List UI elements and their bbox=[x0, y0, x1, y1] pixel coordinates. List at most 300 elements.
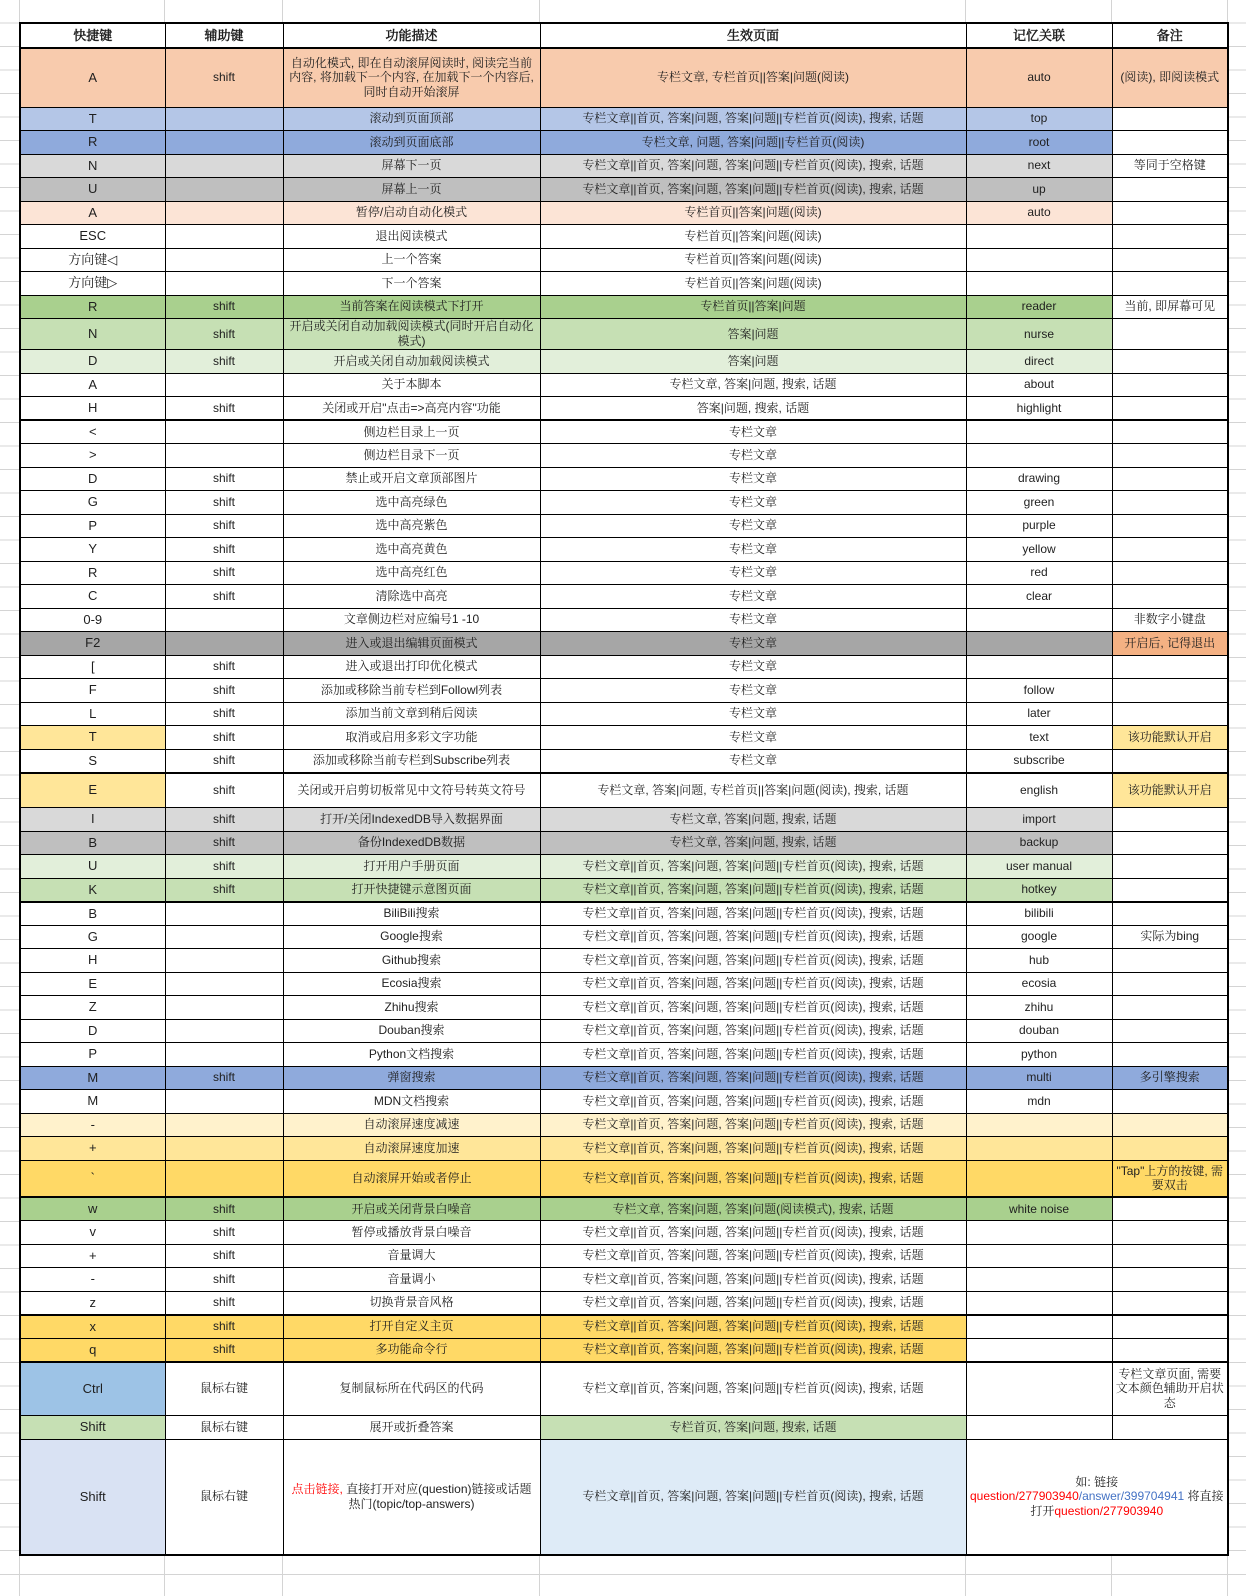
description-cell[interactable]: 开启或关闭自动加载阅读模式 bbox=[283, 350, 540, 374]
modifier-cell[interactable] bbox=[165, 420, 283, 444]
description-cell[interactable]: 文章侧边栏对应编号1 -10 bbox=[283, 608, 540, 632]
memory-cell[interactable]: zhihu bbox=[966, 996, 1112, 1020]
description-cell[interactable]: 打开快捷键示意图页面 bbox=[283, 878, 540, 902]
description-cell[interactable]: Google搜索 bbox=[283, 925, 540, 949]
key-cell[interactable]: L bbox=[20, 702, 165, 726]
key-cell[interactable]: Y bbox=[20, 538, 165, 562]
key-cell[interactable]: > bbox=[20, 444, 165, 468]
pages-cell[interactable]: 专栏首页||答案|问题(阅读) bbox=[540, 272, 966, 296]
modifier-cell[interactable]: shift bbox=[165, 749, 283, 773]
pages-cell[interactable]: 专栏文章 bbox=[540, 726, 966, 750]
memory-cell[interactable] bbox=[966, 1416, 1112, 1440]
modifier-cell[interactable] bbox=[165, 996, 283, 1020]
note-cell[interactable]: 非数字小键盘 bbox=[1112, 608, 1228, 632]
note-cell[interactable] bbox=[1112, 1113, 1228, 1137]
note-cell[interactable]: 当前, 即屏幕可见 bbox=[1112, 295, 1228, 319]
description-cell[interactable]: Github搜索 bbox=[283, 949, 540, 973]
note-cell[interactable] bbox=[1112, 272, 1228, 296]
description-cell[interactable]: 滚动到页面底部 bbox=[283, 131, 540, 155]
pages-cell[interactable]: 专栏文章, 问题, 答案|问题||专栏首页(阅读) bbox=[540, 131, 966, 155]
key-cell[interactable]: F2 bbox=[20, 632, 165, 656]
memory-cell[interactable]: google bbox=[966, 925, 1112, 949]
modifier-cell[interactable]: shift bbox=[165, 1197, 283, 1221]
note-cell[interactable] bbox=[1112, 655, 1228, 679]
pages-cell[interactable]: 专栏首页||答案|问题 bbox=[540, 295, 966, 319]
key-cell[interactable]: T bbox=[20, 107, 165, 131]
key-cell[interactable]: T bbox=[20, 726, 165, 750]
description-cell[interactable]: Zhihu搜索 bbox=[283, 996, 540, 1020]
pages-cell[interactable]: 专栏文章||首页, 答案|问题, 答案|问题||专栏首页(阅读), 搜索, 话题 bbox=[540, 1244, 966, 1268]
memory-cell[interactable]: up bbox=[966, 178, 1112, 202]
pages-cell[interactable]: 专栏文章||首页, 答案|问题, 答案|问题||专栏首页(阅读), 搜索, 话题 bbox=[540, 1043, 966, 1067]
modifier-cell[interactable] bbox=[165, 1160, 283, 1197]
pages-cell[interactable]: 专栏文章||首页, 答案|问题, 答案|问题||专栏首页(阅读), 搜索, 话题 bbox=[540, 878, 966, 902]
modifier-cell[interactable] bbox=[165, 444, 283, 468]
key-cell[interactable]: H bbox=[20, 949, 165, 973]
description-cell[interactable]: 展开或折叠答案 bbox=[283, 1416, 540, 1440]
pages-cell[interactable]: 专栏文章 bbox=[540, 585, 966, 609]
pages-cell[interactable]: 专栏文章||首页, 答案|问题, 答案|问题||专栏首页(阅读), 搜索, 话题 bbox=[540, 902, 966, 926]
memory-cell[interactable]: multi bbox=[966, 1066, 1112, 1090]
note-cell[interactable] bbox=[1112, 467, 1228, 491]
memory-cell[interactable]: backup bbox=[966, 831, 1112, 855]
memory-cell[interactable]: nurse bbox=[966, 319, 1112, 350]
description-cell[interactable]: 打开自定义主页 bbox=[283, 1315, 540, 1339]
modifier-cell[interactable]: shift bbox=[165, 878, 283, 902]
description-cell[interactable]: 音量调大 bbox=[283, 1244, 540, 1268]
note-cell[interactable] bbox=[1112, 1315, 1228, 1339]
description-cell[interactable]: 音量调小 bbox=[283, 1268, 540, 1292]
pages-cell[interactable]: 专栏文章 bbox=[540, 749, 966, 773]
description-cell[interactable]: 选中高亮黄色 bbox=[283, 538, 540, 562]
description-cell[interactable]: 多功能命令行 bbox=[283, 1338, 540, 1362]
pages-cell[interactable]: 专栏文章||首页, 答案|问题, 答案|问题||专栏首页(阅读), 搜索, 话题 bbox=[540, 1439, 966, 1555]
pages-cell[interactable]: 专栏文章||首页, 答案|问题, 答案|问题||专栏首页(阅读), 搜索, 话题 bbox=[540, 1090, 966, 1114]
memory-cell[interactable] bbox=[966, 608, 1112, 632]
key-cell[interactable]: B bbox=[20, 831, 165, 855]
note-cell[interactable] bbox=[1112, 350, 1228, 374]
pages-cell[interactable]: 专栏文章||首页, 答案|问题, 答案|问题||专栏首页(阅读), 搜索, 话题 bbox=[540, 1315, 966, 1339]
memory-cell[interactable] bbox=[966, 1362, 1112, 1416]
pages-cell[interactable]: 专栏文章, 答案|问题, 答案|问题(阅读模式), 搜索, 话题 bbox=[540, 1197, 966, 1221]
key-cell[interactable]: E bbox=[20, 972, 165, 996]
memory-cell[interactable]: clear bbox=[966, 585, 1112, 609]
description-cell[interactable]: Douban搜索 bbox=[283, 1019, 540, 1043]
modifier-cell[interactable]: shift bbox=[165, 1315, 283, 1339]
key-cell[interactable]: z bbox=[20, 1291, 165, 1315]
modifier-cell[interactable] bbox=[165, 925, 283, 949]
pages-cell[interactable]: 专栏文章||首页, 答案|问题, 答案|问题||专栏首页(阅读), 搜索, 话题 bbox=[540, 154, 966, 178]
note-cell[interactable] bbox=[1112, 702, 1228, 726]
pages-cell[interactable]: 答案|问题 bbox=[540, 350, 966, 374]
description-cell[interactable]: 退出阅读模式 bbox=[283, 225, 540, 249]
key-cell[interactable]: D bbox=[20, 467, 165, 491]
key-cell[interactable]: < bbox=[20, 420, 165, 444]
description-cell[interactable]: 暂停或播放背景白噪音 bbox=[283, 1221, 540, 1245]
description-cell[interactable]: 添加当前文章到稍后阅读 bbox=[283, 702, 540, 726]
memory-cell[interactable]: bilibili bbox=[966, 902, 1112, 926]
modifier-cell[interactable]: shift bbox=[165, 295, 283, 319]
memory-cell[interactable]: top bbox=[966, 107, 1112, 131]
key-cell[interactable]: M bbox=[20, 1090, 165, 1114]
memory-cell[interactable]: yellow bbox=[966, 538, 1112, 562]
pages-cell[interactable]: 专栏文章, 答案|问题, 专栏首页||答案|问题(阅读), 搜索, 话题 bbox=[540, 773, 966, 808]
memory-cell[interactable]: purple bbox=[966, 514, 1112, 538]
description-cell[interactable]: Ecosia搜索 bbox=[283, 972, 540, 996]
pages-cell[interactable]: 专栏文章||首页, 答案|问题, 答案|问题||专栏首页(阅读), 搜索, 话题 bbox=[540, 107, 966, 131]
key-cell[interactable]: q bbox=[20, 1338, 165, 1362]
memory-cell[interactable]: python bbox=[966, 1043, 1112, 1067]
description-cell[interactable]: 进入或退出打印优化模式 bbox=[283, 655, 540, 679]
description-cell[interactable]: 添加或移除当前专栏到Subscribe列表 bbox=[283, 749, 540, 773]
description-cell[interactable]: 滚动到页面顶部 bbox=[283, 107, 540, 131]
note-cell[interactable] bbox=[1112, 444, 1228, 468]
pages-cell[interactable]: 专栏文章, 答案|问题, 搜索, 话题 bbox=[540, 373, 966, 397]
note-cell[interactable]: 实际为bing bbox=[1112, 925, 1228, 949]
pages-cell[interactable]: 专栏文章||首页, 答案|问题, 答案|问题||专栏首页(阅读), 搜索, 话题 bbox=[540, 1291, 966, 1315]
modifier-cell[interactable] bbox=[165, 1090, 283, 1114]
memory-cell[interactable]: reader bbox=[966, 295, 1112, 319]
memory-cell[interactable]: next bbox=[966, 154, 1112, 178]
key-cell[interactable]: Ctrl bbox=[20, 1362, 165, 1416]
memory-cell[interactable]: douban bbox=[966, 1019, 1112, 1043]
memory-cell[interactable]: hotkey bbox=[966, 878, 1112, 902]
description-cell[interactable]: 侧边栏目录上一页 bbox=[283, 420, 540, 444]
memory-cell[interactable] bbox=[966, 420, 1112, 444]
note-cell[interactable] bbox=[1112, 855, 1228, 879]
modifier-cell[interactable] bbox=[165, 608, 283, 632]
pages-cell[interactable]: 专栏文章||首页, 答案|问题, 答案|问题||专栏首页(阅读), 搜索, 话题 bbox=[540, 949, 966, 973]
note-cell[interactable] bbox=[1112, 1090, 1228, 1114]
memory-cell[interactable] bbox=[966, 1291, 1112, 1315]
key-cell[interactable]: ` bbox=[20, 1160, 165, 1197]
pages-cell[interactable]: 专栏文章 bbox=[540, 655, 966, 679]
key-cell[interactable]: 方向键◁ bbox=[20, 248, 165, 272]
key-cell[interactable]: 0-9 bbox=[20, 608, 165, 632]
description-cell[interactable]: 开启或关闭自动加载阅读模式(同时开启自动化模式) bbox=[283, 319, 540, 350]
memory-cell[interactable]: english bbox=[966, 773, 1112, 808]
modifier-cell[interactable]: shift bbox=[165, 1338, 283, 1362]
modifier-cell[interactable] bbox=[165, 131, 283, 155]
modifier-cell[interactable] bbox=[165, 201, 283, 225]
pages-cell[interactable]: 专栏文章 bbox=[540, 632, 966, 656]
memory-cell[interactable]: hub bbox=[966, 949, 1112, 973]
modifier-cell[interactable]: 鼠标右键 bbox=[165, 1416, 283, 1440]
note-cell[interactable]: 该功能默认开启 bbox=[1112, 773, 1228, 808]
note-cell[interactable] bbox=[1112, 201, 1228, 225]
memory-cell[interactable] bbox=[966, 1268, 1112, 1292]
modifier-cell[interactable]: shift bbox=[165, 1066, 283, 1090]
modifier-cell[interactable]: shift bbox=[165, 514, 283, 538]
memory-cell[interactable] bbox=[966, 1315, 1112, 1339]
modifier-cell[interactable]: 鼠标右键 bbox=[165, 1362, 283, 1416]
description-cell[interactable] bbox=[283, 1439, 540, 1555]
pages-cell[interactable]: 专栏文章 bbox=[540, 467, 966, 491]
modifier-cell[interactable] bbox=[165, 225, 283, 249]
pages-cell[interactable]: 专栏文章||首页, 答案|问题, 答案|问题||专栏首页(阅读), 搜索, 话题 bbox=[540, 1160, 966, 1197]
description-cell[interactable]: 侧边栏目录下一页 bbox=[283, 444, 540, 468]
description-cell[interactable]: 开启或关闭背景白噪音 bbox=[283, 1197, 540, 1221]
modifier-cell[interactable] bbox=[165, 1043, 283, 1067]
description-cell[interactable]: 屏幕下一页 bbox=[283, 154, 540, 178]
note-cell[interactable] bbox=[1112, 491, 1228, 515]
key-cell[interactable]: A bbox=[20, 373, 165, 397]
memory-cell[interactable]: root bbox=[966, 131, 1112, 155]
modifier-cell[interactable] bbox=[165, 272, 283, 296]
pages-cell[interactable]: 专栏首页, 答案|问题, 搜索, 话题 bbox=[540, 1416, 966, 1440]
note-cell[interactable] bbox=[1112, 996, 1228, 1020]
memory-cell[interactable]: import bbox=[966, 808, 1112, 832]
modifier-cell[interactable] bbox=[165, 154, 283, 178]
modifier-cell[interactable]: 鼠标右键 bbox=[165, 1439, 283, 1555]
description-cell[interactable]: 打开用户手册页面 bbox=[283, 855, 540, 879]
modifier-cell[interactable] bbox=[165, 178, 283, 202]
modifier-cell[interactable]: shift bbox=[165, 655, 283, 679]
note-cell[interactable] bbox=[1112, 225, 1228, 249]
key-cell[interactable]: E bbox=[20, 773, 165, 808]
note-cell[interactable] bbox=[1112, 1291, 1228, 1315]
key-cell[interactable]: N bbox=[20, 319, 165, 350]
key-cell[interactable]: + bbox=[20, 1137, 165, 1161]
description-cell[interactable]: 添加或移除当前专栏到Followl列表 bbox=[283, 679, 540, 703]
pages-cell[interactable]: 专栏文章 bbox=[540, 491, 966, 515]
memory-cell[interactable] bbox=[966, 248, 1112, 272]
modifier-cell[interactable]: shift bbox=[165, 702, 283, 726]
key-cell[interactable]: B bbox=[20, 902, 165, 926]
note-cell[interactable] bbox=[1112, 538, 1228, 562]
description-cell[interactable]: Python文档搜索 bbox=[283, 1043, 540, 1067]
modifier-cell[interactable] bbox=[165, 632, 283, 656]
note-cell[interactable] bbox=[1112, 514, 1228, 538]
note-cell[interactable] bbox=[1112, 1416, 1228, 1440]
description-cell[interactable]: 屏幕上一页 bbox=[283, 178, 540, 202]
note-cell[interactable]: 等同于空格键 bbox=[1112, 154, 1228, 178]
memory-note-cell[interactable] bbox=[966, 1439, 1228, 1555]
description-cell[interactable]: 自动化模式, 即在自动滚屏阅读时, 阅读完当前内容, 将加载下一个内容, 在加载下一个内容后, 同时自动开始滚屏 bbox=[283, 48, 540, 107]
description-cell[interactable]: 选中高亮红色 bbox=[283, 561, 540, 585]
memory-cell[interactable]: mdn bbox=[966, 1090, 1112, 1114]
memory-cell[interactable] bbox=[966, 655, 1112, 679]
modifier-cell[interactable]: shift bbox=[165, 855, 283, 879]
note-cell[interactable] bbox=[1112, 1244, 1228, 1268]
key-cell[interactable]: v bbox=[20, 1221, 165, 1245]
key-cell[interactable]: - bbox=[20, 1113, 165, 1137]
key-cell[interactable]: x bbox=[20, 1315, 165, 1339]
note-cell[interactable] bbox=[1112, 1197, 1228, 1221]
pages-cell[interactable]: 专栏文章||首页, 答案|问题, 答案|问题||专栏首页(阅读), 搜索, 话题 bbox=[540, 1019, 966, 1043]
modifier-cell[interactable]: shift bbox=[165, 491, 283, 515]
key-cell[interactable]: H bbox=[20, 397, 165, 421]
pages-cell[interactable]: 专栏文章||首页, 答案|问题, 答案|问题||专栏首页(阅读), 搜索, 话题 bbox=[540, 1268, 966, 1292]
pages-cell[interactable]: 专栏首页||答案|问题(阅读) bbox=[540, 201, 966, 225]
key-cell[interactable]: R bbox=[20, 561, 165, 585]
pages-cell[interactable]: 答案|问题 bbox=[540, 319, 966, 350]
memory-cell[interactable] bbox=[966, 1338, 1112, 1362]
memory-cell[interactable]: white noise bbox=[966, 1197, 1112, 1221]
modifier-cell[interactable]: shift bbox=[165, 467, 283, 491]
note-cell[interactable] bbox=[1112, 561, 1228, 585]
note-cell[interactable] bbox=[1112, 679, 1228, 703]
pages-cell[interactable]: 专栏首页||答案|问题(阅读) bbox=[540, 225, 966, 249]
description-cell[interactable]: 上一个答案 bbox=[283, 248, 540, 272]
note-cell[interactable]: 该功能默认开启 bbox=[1112, 726, 1228, 750]
key-cell[interactable]: R bbox=[20, 295, 165, 319]
pages-cell[interactable]: 专栏文章||首页, 答案|问题, 答案|问题||专栏首页(阅读), 搜索, 话题 bbox=[540, 178, 966, 202]
note-cell[interactable] bbox=[1112, 1268, 1228, 1292]
pages-cell[interactable]: 专栏文章 bbox=[540, 702, 966, 726]
note-cell[interactable] bbox=[1112, 585, 1228, 609]
key-cell[interactable]: ESC bbox=[20, 225, 165, 249]
memory-cell[interactable]: user manual bbox=[966, 855, 1112, 879]
description-cell[interactable]: MDN文档搜索 bbox=[283, 1090, 540, 1114]
key-cell[interactable]: Shift bbox=[20, 1416, 165, 1440]
memory-cell[interactable]: later bbox=[966, 702, 1112, 726]
key-cell[interactable]: K bbox=[20, 878, 165, 902]
description-cell[interactable]: 关闭或开启剪切板常见中文符号转英文符号 bbox=[283, 773, 540, 808]
description-cell[interactable]: 弹窗搜索 bbox=[283, 1066, 540, 1090]
modifier-cell[interactable]: shift bbox=[165, 679, 283, 703]
memory-cell[interactable]: about bbox=[966, 373, 1112, 397]
modifier-cell[interactable]: shift bbox=[165, 831, 283, 855]
note-cell[interactable]: (阅读), 即阅读模式 bbox=[1112, 48, 1228, 107]
key-cell[interactable]: G bbox=[20, 491, 165, 515]
modifier-cell[interactable]: shift bbox=[165, 808, 283, 832]
pages-cell[interactable]: 专栏文章||首页, 答案|问题, 答案|问题||专栏首页(阅读), 搜索, 话题 bbox=[540, 996, 966, 1020]
description-cell[interactable]: 打开/关闭IndexedDB导入数据界面 bbox=[283, 808, 540, 832]
pages-cell[interactable]: 专栏文章||首页, 答案|问题, 答案|问题||专栏首页(阅读), 搜索, 话题 bbox=[540, 1221, 966, 1245]
key-cell[interactable]: Shift bbox=[20, 1439, 165, 1555]
pages-cell[interactable]: 专栏文章||首页, 答案|问题, 答案|问题||专栏首页(阅读), 搜索, 话题 bbox=[540, 972, 966, 996]
key-cell[interactable]: I bbox=[20, 808, 165, 832]
description-cell[interactable]: BiliBili搜索 bbox=[283, 902, 540, 926]
note-cell[interactable]: 开启后, 记得退出 bbox=[1112, 632, 1228, 656]
note-cell[interactable]: 专栏文章页面, 需要文本颜色辅助开启状态 bbox=[1112, 1362, 1228, 1416]
memory-cell[interactable] bbox=[966, 1160, 1112, 1197]
modifier-cell[interactable]: shift bbox=[165, 319, 283, 350]
description-cell[interactable]: 清除选中高亮 bbox=[283, 585, 540, 609]
key-cell[interactable]: + bbox=[20, 1244, 165, 1268]
description-cell[interactable]: 选中高亮绿色 bbox=[283, 491, 540, 515]
key-cell[interactable]: D bbox=[20, 350, 165, 374]
note-cell[interactable] bbox=[1112, 420, 1228, 444]
modifier-cell[interactable]: shift bbox=[165, 397, 283, 421]
modifier-cell[interactable]: shift bbox=[165, 1221, 283, 1245]
modifier-cell[interactable] bbox=[165, 1113, 283, 1137]
pages-cell[interactable]: 专栏文章||首页, 答案|问题, 答案|问题||专栏首页(阅读), 搜索, 话题 bbox=[540, 1362, 966, 1416]
memory-cell[interactable]: drawing bbox=[966, 467, 1112, 491]
description-cell[interactable]: 禁止或开启文章顶部图片 bbox=[283, 467, 540, 491]
description-cell[interactable]: 自动滚屏速度加速 bbox=[283, 1137, 540, 1161]
memory-cell[interactable]: follow bbox=[966, 679, 1112, 703]
note-cell[interactable] bbox=[1112, 397, 1228, 421]
memory-cell[interactable] bbox=[966, 1113, 1112, 1137]
modifier-cell[interactable] bbox=[165, 1137, 283, 1161]
modifier-cell[interactable]: shift bbox=[165, 585, 283, 609]
pages-cell[interactable]: 专栏文章||首页, 答案|问题, 答案|问题||专栏首页(阅读), 搜索, 话题 bbox=[540, 925, 966, 949]
key-cell[interactable]: w bbox=[20, 1197, 165, 1221]
modifier-cell[interactable]: shift bbox=[165, 350, 283, 374]
memory-cell[interactable]: green bbox=[966, 491, 1112, 515]
key-cell[interactable]: Z bbox=[20, 996, 165, 1020]
note-cell[interactable] bbox=[1112, 808, 1228, 832]
memory-cell[interactable] bbox=[966, 225, 1112, 249]
note-cell[interactable] bbox=[1112, 373, 1228, 397]
memory-cell[interactable]: subscribe bbox=[966, 749, 1112, 773]
modifier-cell[interactable]: shift bbox=[165, 726, 283, 750]
note-cell[interactable] bbox=[1112, 248, 1228, 272]
modifier-cell[interactable]: shift bbox=[165, 48, 283, 107]
key-cell[interactable]: G bbox=[20, 925, 165, 949]
key-cell[interactable]: A bbox=[20, 48, 165, 107]
key-cell[interactable]: [ bbox=[20, 655, 165, 679]
modifier-cell[interactable]: shift bbox=[165, 773, 283, 808]
description-cell[interactable]: 自动滚屏速度减速 bbox=[283, 1113, 540, 1137]
note-cell[interactable] bbox=[1112, 878, 1228, 902]
note-cell[interactable] bbox=[1112, 1137, 1228, 1161]
description-cell[interactable]: 取消或启用多彩文字功能 bbox=[283, 726, 540, 750]
modifier-cell[interactable]: shift bbox=[165, 538, 283, 562]
note-cell[interactable] bbox=[1112, 319, 1228, 350]
note-cell[interactable] bbox=[1112, 972, 1228, 996]
memory-cell[interactable] bbox=[966, 1137, 1112, 1161]
key-cell[interactable]: R bbox=[20, 131, 165, 155]
modifier-cell[interactable] bbox=[165, 107, 283, 131]
memory-cell[interactable]: red bbox=[966, 561, 1112, 585]
pages-cell[interactable]: 专栏首页||答案|问题(阅读) bbox=[540, 248, 966, 272]
key-cell[interactable]: U bbox=[20, 855, 165, 879]
description-cell[interactable]: 进入或退出编辑页面模式 bbox=[283, 632, 540, 656]
memory-cell[interactable] bbox=[966, 1221, 1112, 1245]
note-cell[interactable] bbox=[1112, 831, 1228, 855]
key-cell[interactable]: U bbox=[20, 178, 165, 202]
modifier-cell[interactable] bbox=[165, 248, 283, 272]
note-cell[interactable] bbox=[1112, 178, 1228, 202]
pages-cell[interactable]: 专栏文章 bbox=[540, 608, 966, 632]
key-cell[interactable]: F bbox=[20, 679, 165, 703]
memory-cell[interactable]: direct bbox=[966, 350, 1112, 374]
memory-cell[interactable]: text bbox=[966, 726, 1112, 750]
modifier-cell[interactable]: shift bbox=[165, 1244, 283, 1268]
description-cell[interactable]: 自动滚屏开始或者停止 bbox=[283, 1160, 540, 1197]
description-cell[interactable]: 当前答案在阅读模式下打开 bbox=[283, 295, 540, 319]
pages-cell[interactable]: 专栏文章, 答案|问题, 搜索, 话题 bbox=[540, 831, 966, 855]
note-cell[interactable] bbox=[1112, 949, 1228, 973]
key-cell[interactable]: A bbox=[20, 201, 165, 225]
description-cell[interactable]: 复制鼠标所在代码区的代码 bbox=[283, 1362, 540, 1416]
description-cell[interactable]: 选中高亮紫色 bbox=[283, 514, 540, 538]
pages-cell[interactable]: 专栏文章 bbox=[540, 679, 966, 703]
key-cell[interactable]: D bbox=[20, 1019, 165, 1043]
pages-cell[interactable]: 专栏文章 bbox=[540, 514, 966, 538]
memory-cell[interactable]: highlight bbox=[966, 397, 1112, 421]
pages-cell[interactable]: 专栏文章 bbox=[540, 561, 966, 585]
pages-cell[interactable]: 专栏文章||首页, 答案|问题, 答案|问题||专栏首页(阅读), 搜索, 话题 bbox=[540, 1137, 966, 1161]
key-cell[interactable]: C bbox=[20, 585, 165, 609]
key-cell[interactable]: 方向键▷ bbox=[20, 272, 165, 296]
modifier-cell[interactable]: shift bbox=[165, 561, 283, 585]
modifier-cell[interactable]: shift bbox=[165, 1291, 283, 1315]
modifier-cell[interactable] bbox=[165, 373, 283, 397]
note-cell[interactable] bbox=[1112, 1043, 1228, 1067]
memory-cell[interactable] bbox=[966, 632, 1112, 656]
note-cell[interactable] bbox=[1112, 1019, 1228, 1043]
description-cell[interactable]: 关于本脚本 bbox=[283, 373, 540, 397]
modifier-cell[interactable] bbox=[165, 902, 283, 926]
memory-cell[interactable]: auto bbox=[966, 48, 1112, 107]
memory-cell[interactable] bbox=[966, 1244, 1112, 1268]
description-cell[interactable]: 下一个答案 bbox=[283, 272, 540, 296]
memory-cell[interactable] bbox=[966, 272, 1112, 296]
